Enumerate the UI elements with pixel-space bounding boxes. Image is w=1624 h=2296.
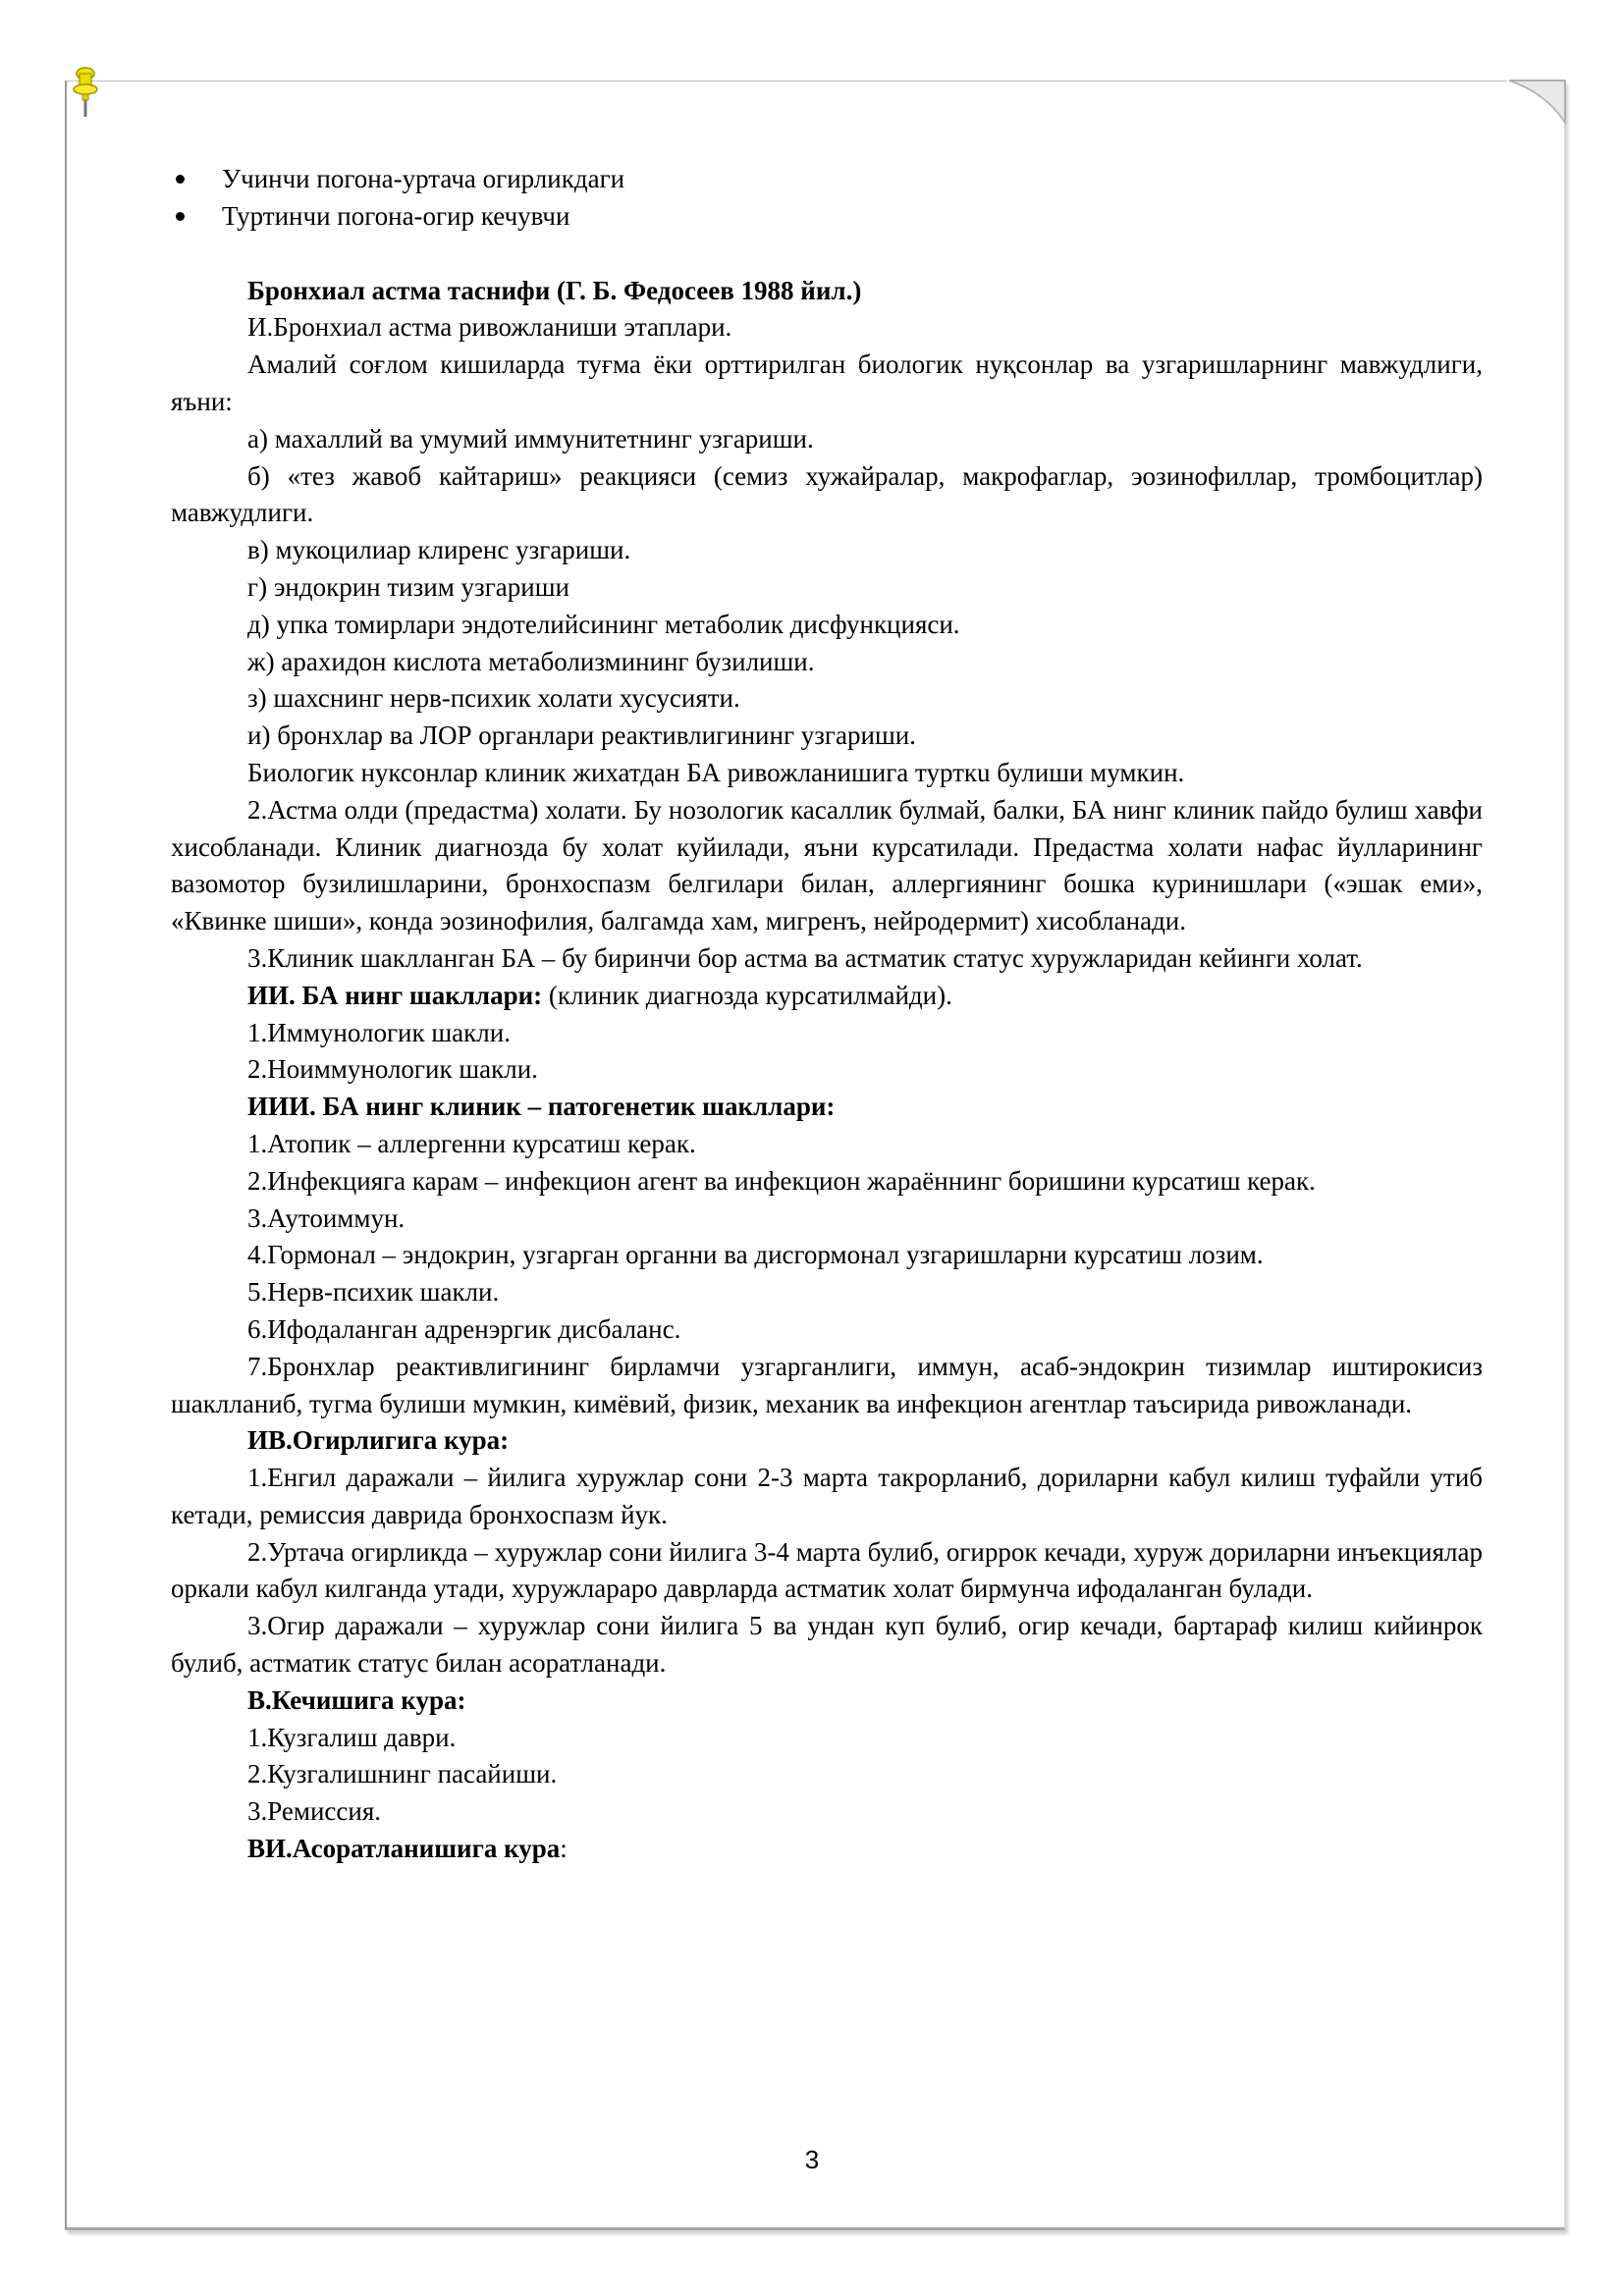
- paragraph: [171, 1793, 1483, 1831]
- paragraph: [171, 273, 1483, 310]
- paragraph-text: И.Бронхиал астма ривожланиши этаплари.: [247, 312, 732, 343]
- paragraph-heading: ИИ. БА нинг шакллари:: [247, 980, 543, 1010]
- bullet-list: [171, 161, 1483, 236]
- paragraph: [171, 1051, 1483, 1089]
- paragraph-text: 3.Огир даражали – хуружлар сони йилига 5 ва ундан куп булиб, огир кечади, бартараф килиш кийинрок булиб, астматик статус билан асоратланади.: [171, 1611, 1483, 1679]
- paragraph: [171, 1274, 1483, 1311]
- paragraph: [171, 940, 1483, 978]
- paragraph-text: 3.Клиник шаклланган БА – бу биринчи бор астма ва астматик статус хуружларидан кейинги холат.: [247, 942, 1363, 973]
- paragraph-text: в) мукоцилиар клиренс узгариши.: [247, 535, 631, 565]
- paragraph: [171, 1756, 1483, 1793]
- paragraph-text: 2.Инфекцияга карам – инфекцион агент ва инфекцион жараённинг боришини курсатиш керак.: [247, 1165, 1316, 1196]
- paragraph-heading: Бронхиал астма таснифи (Г. Б. Федосеев 1988 йил.): [247, 275, 862, 305]
- paragraph-heading: В.Кечишига кура:: [247, 1684, 466, 1715]
- paragraph-heading: ИИИ. БА нинг клиник – патогенетик шакллари:: [247, 1092, 836, 1122]
- paragraph: [171, 978, 1483, 1015]
- paragraph: [171, 1349, 1483, 1423]
- paragraph: [171, 1237, 1483, 1274]
- page-number: 3: [804, 2145, 820, 2174]
- paragraph-text: 3.Аутоиммун.: [247, 1202, 406, 1233]
- paragraph-text: Биологик нуксонлар клиник жихатдан БА ривожланишига турткu булиши мумкин.: [247, 757, 1185, 787]
- paragraph: [171, 1831, 1483, 1868]
- paragraph: [171, 1126, 1483, 1163]
- paragraph-text: (клиник диагнозда курсатилмайди).: [542, 980, 952, 1010]
- paragraph: [171, 644, 1483, 681]
- paragraph-text: 2.Астма олди (предастма) холати. Бу нозологик касаллик булмай, балки, БА нинг клиник пайдо булиш хавфи хисобланади. Клиник диагнозда бу холат куйилади, яъни курсатилади. Предастма холати нафас йулларининг вазомотор бузилишларини, бронхоспазм белгилари билан, аллергиянинг бошка куринишлари («эшак еми», «Квинке шиши», конда эозинофилия, балгамда хам, мигренъ, нейродермит) хисобланади.: [171, 794, 1483, 936]
- paragraph: [171, 1311, 1483, 1349]
- paragraph-text: а) махаллий ва умумий иммунитетнинг узгариши.: [247, 423, 814, 454]
- paragraph: [171, 680, 1483, 718]
- paragraph: [171, 1682, 1483, 1720]
- paragraph: [171, 1089, 1483, 1126]
- paragraph-text: г) эндокрин тизим узгариши: [247, 571, 569, 602]
- paragraph: [171, 1720, 1483, 1757]
- paragraph-text: 5.Нерв-психик шакли.: [247, 1277, 500, 1308]
- paragraph: [171, 718, 1483, 755]
- pushpin-icon: [71, 65, 100, 118]
- paragraph: [171, 309, 1483, 347]
- paragraph: [171, 755, 1483, 792]
- bullet-icon: [176, 175, 185, 184]
- paragraph: [171, 1422, 1483, 1460]
- paragraph-text: 1.Енгил даражали – йилига хуружлар сони 2-3 марта такрорланиб, дориларни кабул килиш туфайли утиб кетади, ремиссия даврида бронхоспазм йук.: [171, 1463, 1483, 1529]
- paragraph-text: 4.Гормонал – эндокрин, узгарган органни ва дисгормонал узгаришларни курсатиш лозим.: [247, 1240, 1264, 1270]
- paragraph: [171, 1015, 1483, 1052]
- paragraph: [171, 1608, 1483, 1682]
- paragraph-text: :: [560, 1834, 568, 1864]
- paragraph: [171, 607, 1483, 644]
- paragraph: [171, 458, 1483, 533]
- paragraph: [171, 792, 1483, 940]
- list-item: Туртинчи погона-огир кечувчи: [171, 198, 1483, 236]
- paragraph-text: 2.Ноиммунологик шакли.: [247, 1054, 538, 1085]
- paragraph-text: з) шахснинг нерв-психик холати хусусияти.: [247, 683, 740, 714]
- paragraph-text: 1.Иммунологик шакли.: [247, 1017, 511, 1047]
- paragraph-text: 2.Уртача огирликда – хуружлар сони йилига 3-4 марта булиб, огиррок кечади, хуруж дориларни инъекциялар оркали кабул килганда утади, хуружлараро даврларда астматик холат бирмунча ифодаланган булади.: [171, 1536, 1483, 1604]
- paragraph: [171, 347, 1483, 421]
- paragraph-text: 7.Бронхлар реактивлигининг бирламчи узгарганлиги, иммун, асаб-эндокрин тизимлар иштирокисиз шаклланиб, тугма булиши мумкин, кимёвий, физик, механик ва инфекцион агентлар таъсирида ривожланади.: [171, 1351, 1483, 1418]
- paragraph: [171, 1201, 1483, 1238]
- list-item: Учинчи погона-уртача огирликдаги: [171, 161, 1483, 198]
- paragraph: [171, 569, 1483, 607]
- paragraph-text: 1.Кузгалиш даври.: [247, 1722, 457, 1752]
- paragraph: [171, 532, 1483, 569]
- paragraph-text: 1.Атопик – аллергенни курсатиш керак.: [247, 1128, 696, 1158]
- paragraph-text: и) бронхлар ва ЛОР органлари реактивлигининг узгариши.: [247, 721, 916, 751]
- spacer: [171, 236, 1483, 273]
- paragraph: [171, 1534, 1483, 1609]
- paragraph-text: 3.Ремиссия.: [247, 1796, 382, 1827]
- page-curl-icon: [1505, 80, 1566, 125]
- document-body: [171, 161, 1483, 1868]
- paragraph: [171, 421, 1483, 458]
- paragraph-text: б) «тез жавоб кайтариш» реакцияси (семиз хужайралар, макрофаглар, эозинофиллар, тромбоцитлар) мавжудлиги.: [171, 460, 1483, 528]
- paragraph: [171, 1460, 1483, 1534]
- paragraph-text: Амалий соғлом кишиларда туғма ёки орттирилган биологик нуқсонлар ва узгаришларнинг мавжудлиги, яъни:: [171, 349, 1483, 416]
- paragraph-heading: ИВ.Огирлигига кура:: [247, 1425, 510, 1456]
- paragraph: [171, 1163, 1483, 1201]
- paragraph-text: 2.Кузгалишнинг пасайиши.: [247, 1759, 558, 1789]
- paragraph-text: 6.Ифодаланган адренэргик дисбаланс.: [247, 1313, 681, 1344]
- bullet-icon: [176, 212, 185, 221]
- paragraph-text: д) упка томирлари эндотелийсининг метаболик дисфункцияси.: [247, 609, 960, 639]
- paragraph-text: ж) арахидон кислота метаболизмининг бузилиши.: [247, 646, 815, 676]
- paragraphs: [171, 273, 1483, 1868]
- paragraph-heading: ВИ.Асоратланишига кура: [247, 1834, 561, 1864]
